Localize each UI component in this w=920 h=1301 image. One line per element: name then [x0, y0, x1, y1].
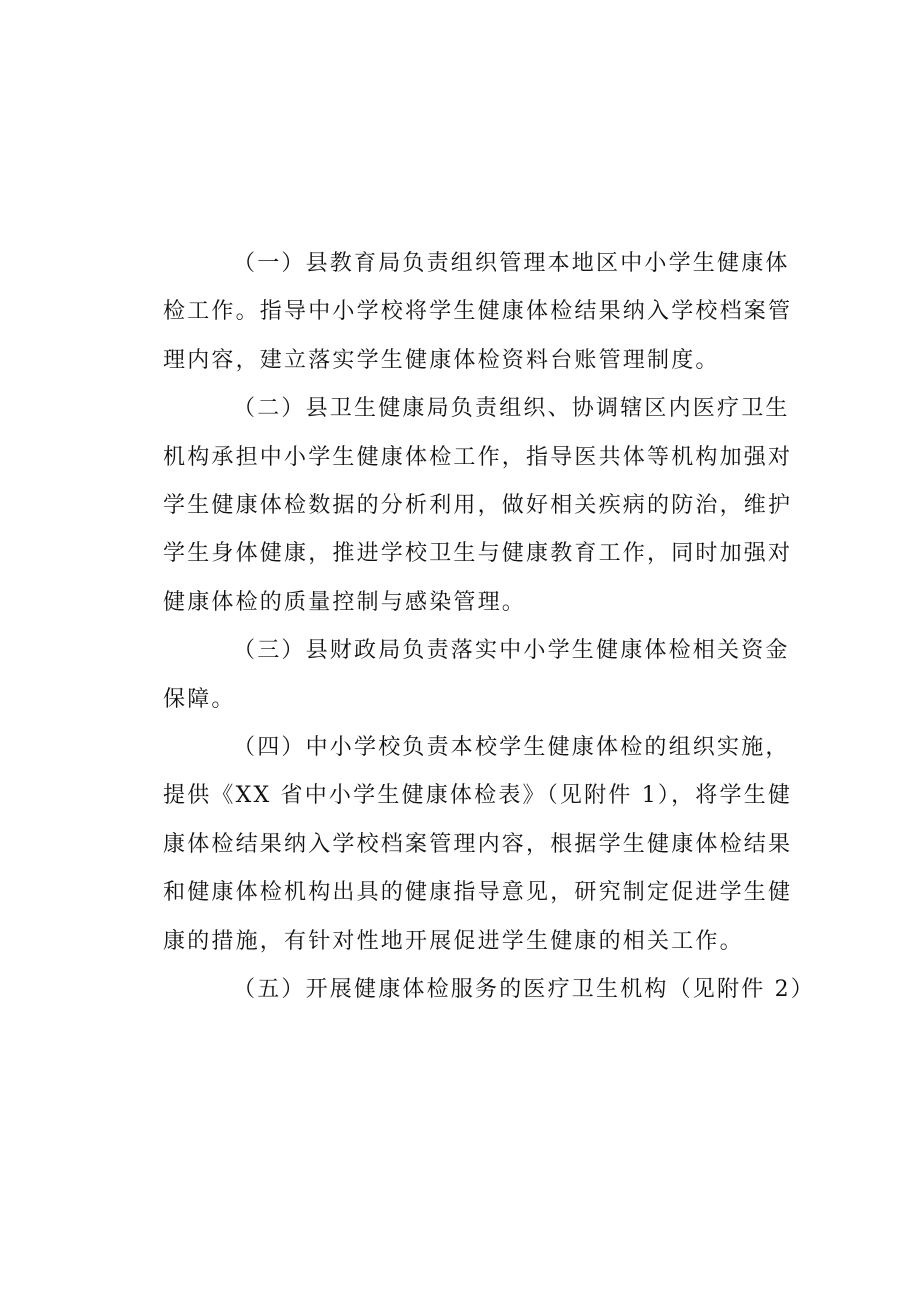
paragraph-education-bureau [163, 240, 793, 385]
paragraph-health-bureau [163, 385, 793, 627]
text-line: （四）中小学校负责本校学生健康体检的组织实施， [233, 735, 790, 761]
text-line: 学生健康体检数据的分析利用，做好相关疾病的防治，维护 [163, 493, 793, 519]
text-line: 健康体检的质量控制与感染管理。 [163, 589, 527, 615]
text-line: 提供《XX 省中小学生健康体检表》（见附件 1），将学生健 [163, 783, 793, 809]
document-body [163, 240, 815, 1015]
text-line: 学生身体健康，推进学校卫生与健康教育工作，同时加强对 [163, 541, 793, 567]
text-line: 保障。 [163, 686, 236, 712]
text-line: 和健康体检机构出具的健康指导意见，研究制定促进学生健 [163, 880, 793, 906]
paragraph-schools [163, 724, 793, 966]
text-line: （三）县财政局负责落实中小学生健康体检相关资金 [233, 638, 790, 664]
text-line: 康体检结果纳入学校档案管理内容，根据学生健康体检结果 [163, 831, 793, 857]
text-line: 康的措施，有针对性地开展促进学生健康的相关工作。 [163, 928, 744, 954]
text-line: （一）县教育局负责组织管理本地区中小学生健康体 [233, 251, 790, 276]
text-line: 理内容，建立落实学生健康体检资料台账管理制度。 [163, 347, 720, 373]
paragraph-medical-institutions [163, 966, 815, 1014]
text-line: （二）县卫生健康局负责组织、协调辖区内医疗卫生 [233, 396, 790, 422]
text-line: 机构承担中小学生健康体检工作，指导医共体等机构加强对 [163, 444, 793, 470]
text-line: 检工作。指导中小学校将学生健康体检结果纳入学校档案管 [163, 299, 793, 325]
paragraph-finance-bureau [163, 627, 790, 724]
text-line: （五）开展健康体检服务的医疗卫生机构（见附件 2） [233, 977, 815, 1003]
